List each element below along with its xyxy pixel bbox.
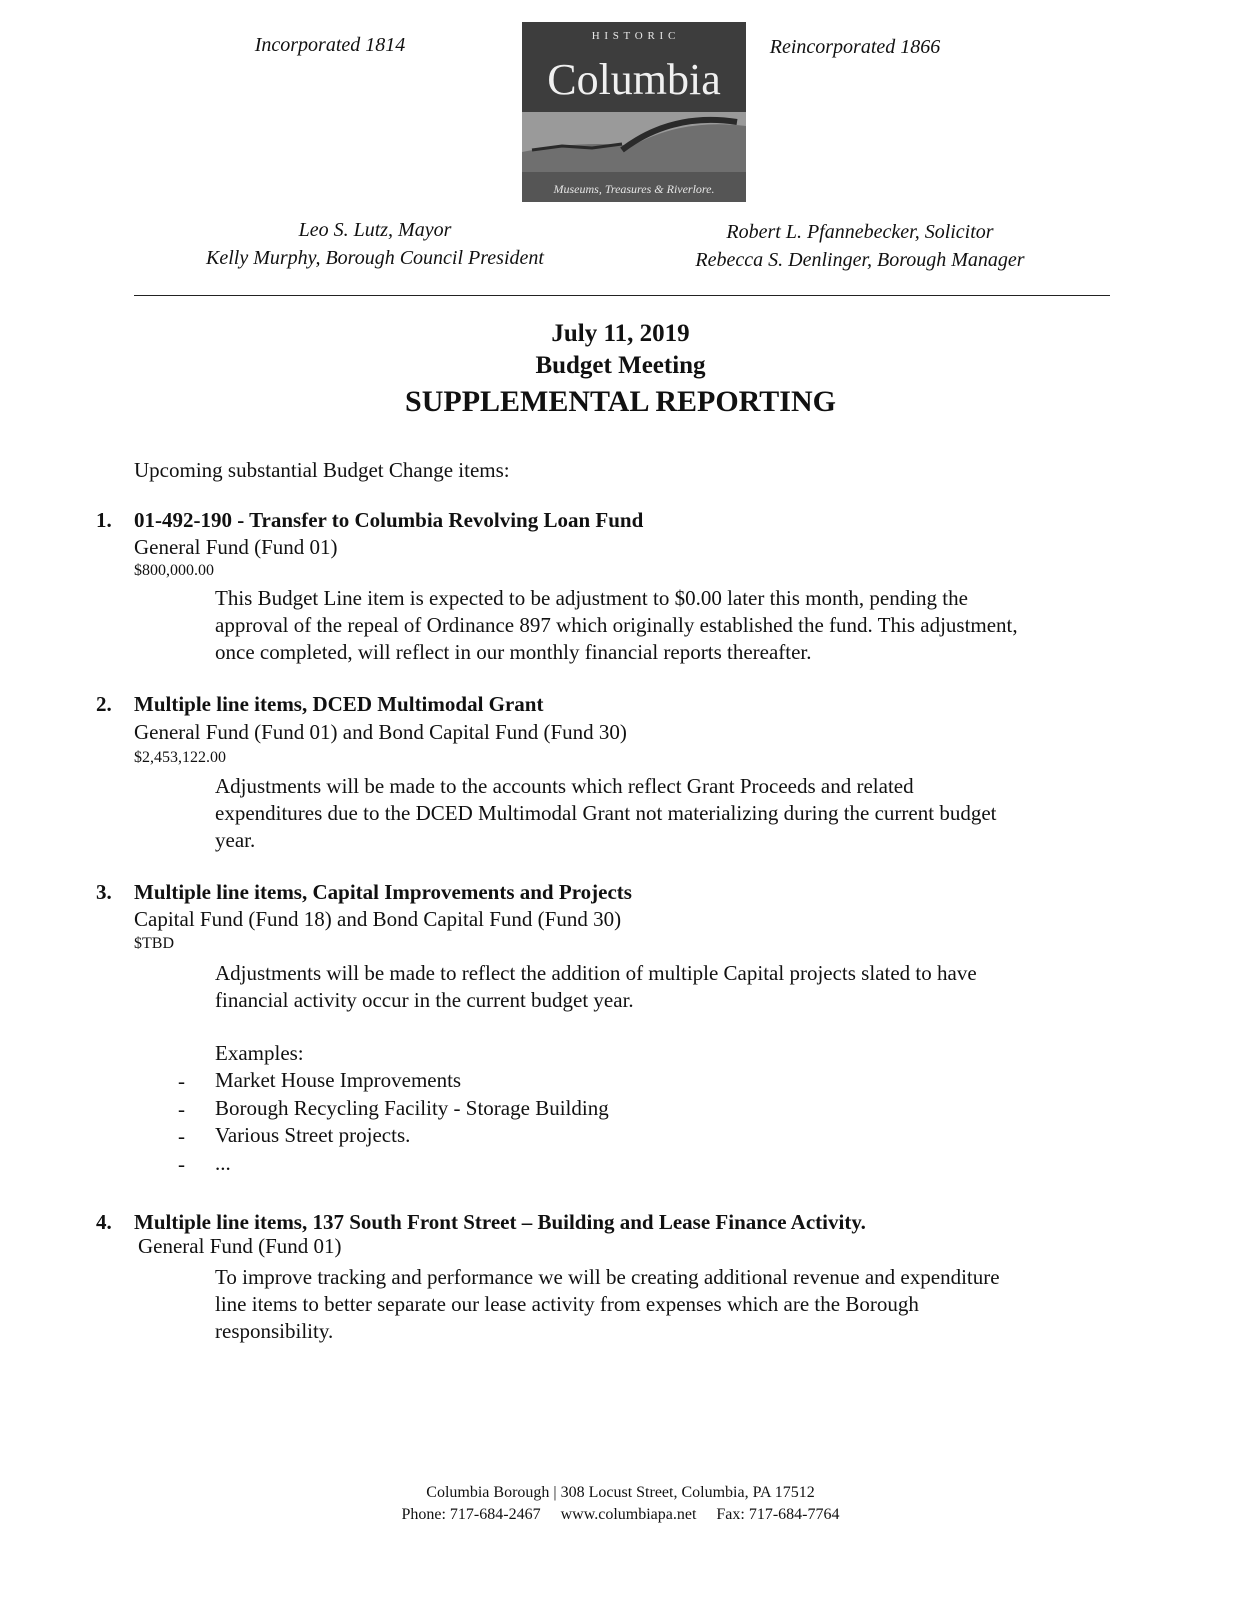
item-3-fund: Capital Fund (Fund 18) and Bond Capital Fund (Fund 30) xyxy=(134,907,622,931)
item-2-fund: General Fund (Fund 01) and Bond Capital Fund (Fund 30) xyxy=(134,720,627,744)
description-line: Adjustments will be made to the accounts which reflect Grant Proceeds and related xyxy=(215,774,914,798)
item-3-title: Multiple line items, Capital Improvements and Projects xyxy=(134,880,632,904)
incorporated-date: Incorporated 1814 xyxy=(254,34,406,56)
solicitor: Robert L. Pfannebecker, Solicitor xyxy=(726,221,994,243)
item-3-amount: $TBD xyxy=(134,935,174,952)
item-1-description xyxy=(215,585,1125,666)
description-line: To improve tracking and performance we will be creating additional revenue and expenditure xyxy=(215,1265,1000,1289)
mayor: Leo S. Lutz, Mayor xyxy=(298,219,452,241)
footer-fax: Fax: 717-684-7764 xyxy=(716,1506,840,1523)
description-line: This Budget Line item is expected to be adjustment to $0.00 later this month, pending the xyxy=(215,586,968,610)
item-1-number: 1. xyxy=(96,508,112,532)
footer-website[interactable]: www.columbiapa.net xyxy=(560,1506,697,1523)
dash-bullet: - xyxy=(178,1152,185,1176)
officials-left xyxy=(150,216,600,272)
item-2-number: 2. xyxy=(96,692,112,716)
historic-columbia-logo xyxy=(522,22,746,202)
reincorporated-date: Reincorporated 1866 xyxy=(769,36,941,58)
footer-contact xyxy=(0,1504,1241,1526)
officials-right xyxy=(660,218,1060,274)
page-title: SUPPLEMENTAL REPORTING xyxy=(405,385,836,418)
item-2-amount: $2,453,122.00 xyxy=(134,749,226,766)
description-line: once completed, will reflect in our monthly financial reports thereafter. xyxy=(215,640,812,664)
header-divider xyxy=(134,295,1110,296)
item-4-description xyxy=(215,1264,1125,1345)
footer-address: Columbia Borough | 308 Locust Street, Columbia, PA 17512 xyxy=(426,1484,815,1501)
dash-bullet: - xyxy=(178,1124,185,1148)
description-line: Adjustments will be made to reflect the addition of multiple Capital projects slated to have xyxy=(215,961,977,985)
footer xyxy=(0,1482,1241,1526)
description-line: financial activity occur in the current budget year. xyxy=(215,988,634,1012)
example-item: Market House Improvements xyxy=(215,1068,462,1092)
description-line: year. xyxy=(215,828,256,852)
item-4-fund: General Fund (Fund 01) xyxy=(138,1234,342,1258)
logo-graphic xyxy=(522,22,746,202)
intro-text: Upcoming substantial Budget Change items: xyxy=(134,458,510,482)
borough-manager: Rebecca S. Denlinger, Borough Manager xyxy=(695,249,1025,271)
item-2-title: Multiple line items, DCED Multimodal Grant xyxy=(134,692,544,716)
description-line: responsibility. xyxy=(215,1319,334,1343)
logo-top-text: H I S T O R I C xyxy=(591,30,677,42)
meeting-type: Budget Meeting xyxy=(535,352,706,379)
item-1-fund: General Fund (Fund 01) xyxy=(134,535,338,559)
council-president: Kelly Murphy, Borough Council President xyxy=(206,247,544,269)
example-item: ... xyxy=(215,1151,231,1175)
footer-phone: Phone: 717-684-2467 xyxy=(401,1506,541,1523)
example-item: Borough Recycling Facility - Storage Building xyxy=(215,1096,609,1120)
description-line: approval of the repeal of Ordinance 897 which originally established the fund. This adjustment, xyxy=(215,613,1018,637)
meeting-date: July 11, 2019 xyxy=(551,320,690,347)
example-item: Various Street projects. xyxy=(215,1123,411,1147)
item-1-title: 01-492-190 - Transfer to Columbia Revolving Loan Fund xyxy=(134,508,644,532)
description-line: line items to better separate our lease activity from expenses which are the Borough xyxy=(215,1292,919,1316)
examples-label: Examples: xyxy=(215,1041,304,1065)
item-1-amount: $800,000.00 xyxy=(134,562,214,579)
item-4-number: 4. xyxy=(96,1210,112,1234)
dash-bullet: - xyxy=(178,1097,185,1121)
description-line: expenditures due to the DCED Multimodal Grant not materializing during the current budget xyxy=(215,801,997,825)
dash-bullet: - xyxy=(178,1069,185,1093)
item-2-description xyxy=(215,773,1125,854)
title-block xyxy=(0,318,1241,422)
item-3-number: 3. xyxy=(96,880,112,904)
item-4-title: Multiple line items, 137 South Front Street – Building and Lease Finance Activity. xyxy=(134,1210,866,1234)
logo-name: Columbia xyxy=(547,55,721,104)
logo-tagline: Museums, Treasures & Riverlore. xyxy=(553,182,715,196)
item-3-description xyxy=(215,960,1125,1014)
